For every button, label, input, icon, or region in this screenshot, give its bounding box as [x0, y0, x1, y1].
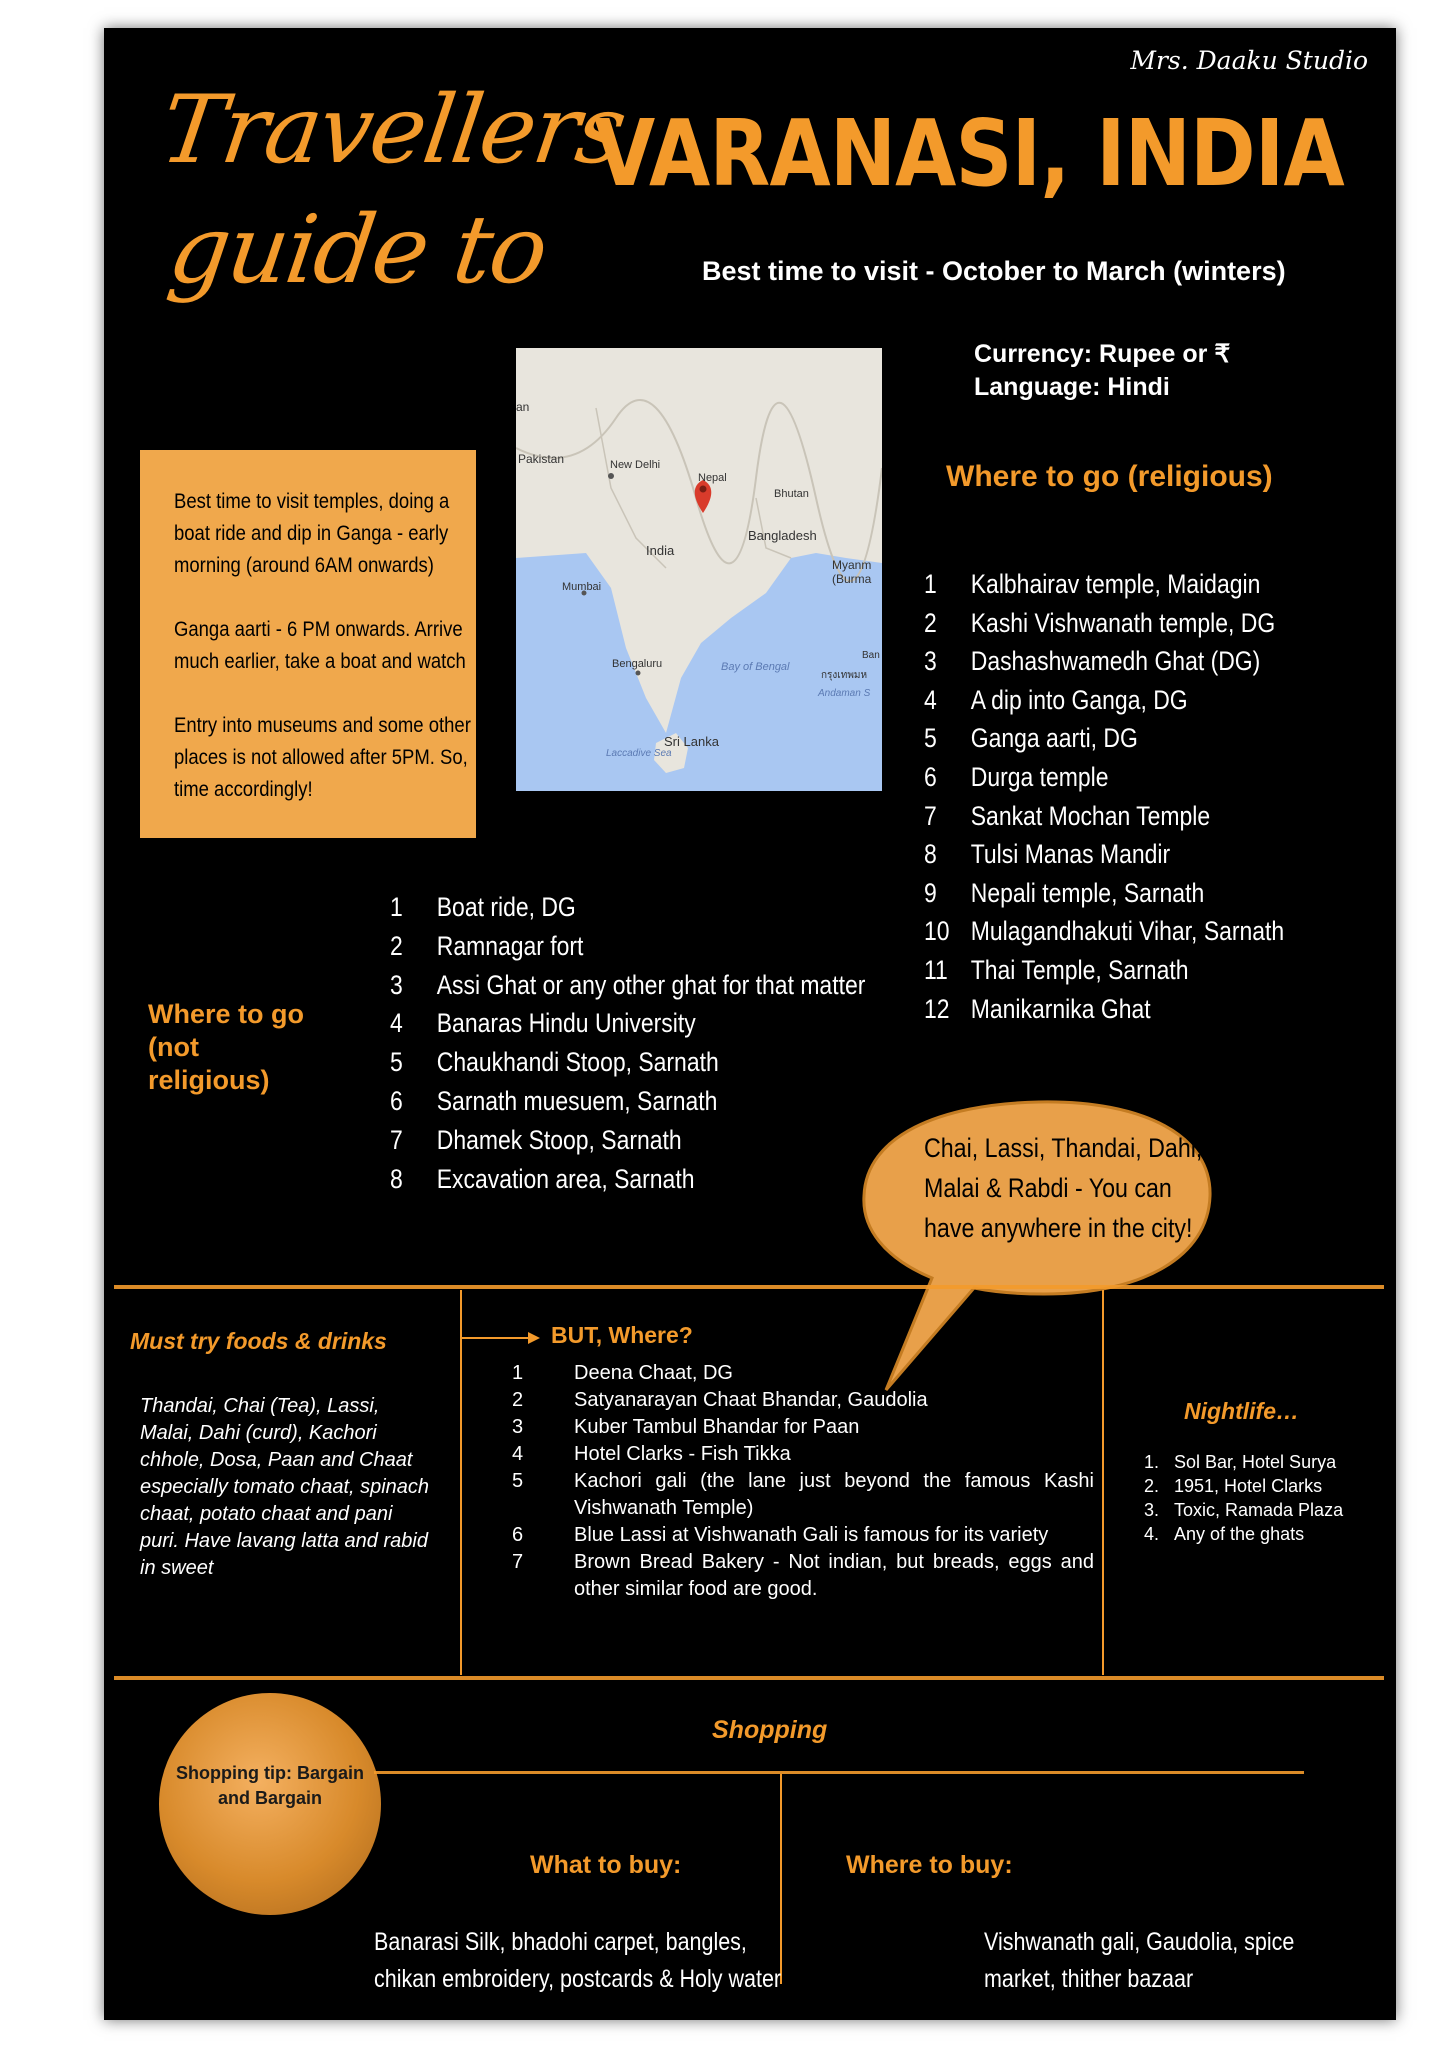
list-item: 4. Any of the ghats [1144, 1524, 1305, 1544]
list-item: 5 Kachori gali (the lane just beyond the famous Kashi Vishwanath Temple) [512, 1470, 1094, 1519]
bubble-text: Chai, Lassi, Thandai, Dahi, Malai & Rabdi - You can have anywhere in the city! [924, 1133, 1203, 1243]
list-item: 4 A dip into Ganga, DG [924, 684, 1188, 715]
list-item: 3. Toxic, Ramada Plaza [1144, 1500, 1344, 1520]
list-item: 5 Ganga aarti, DG [924, 723, 1138, 754]
list-item: 1 Deena Chaat, DG [512, 1362, 733, 1384]
map-label-ban: Ban [862, 650, 880, 661]
map-label-andaman: Andaman S [818, 688, 871, 699]
religious-list [924, 565, 1284, 1028]
map-label-myanmar: Myanm (Burma [832, 558, 872, 586]
non-religious-heading: Where to go (not religious) [148, 999, 304, 1095]
map-label-bengaluru: Bengaluru [612, 658, 663, 670]
what-to-buy-text: Banarasi Silk, bhadohi carpet, bangles, chikan embroidery, postcards & Holy water [374, 1928, 782, 1993]
language: Language: Hindi [974, 373, 1170, 401]
poster [104, 28, 1396, 2020]
map-label-new-delhi: New Delhi [610, 459, 661, 471]
title-main: VARANASI, INDIA [594, 100, 1344, 207]
where-food-list [502, 1360, 1094, 1603]
map-label-thai: กรุงเทพมห [821, 670, 868, 681]
foods-heading: Must try foods & drinks [130, 1328, 387, 1354]
list-item: 6 Blue Lassi at Vishwanath Gali is famous for its variety [512, 1524, 1049, 1546]
list-item: 6 Durga temple [924, 761, 1109, 792]
map-label-bangladesh: Bangladesh [748, 528, 817, 543]
divider-bottom [114, 1676, 1384, 1680]
list-item: 8 Tulsi Manas Mandir [924, 839, 1171, 870]
bengaluru-dot [636, 671, 641, 676]
tip-1: Best time to visit temples, doing a boat ride and dip in Ganga - early morning (around 6AM onwards) [174, 490, 450, 577]
list-item: 3 Dashashwamedh Ghat (DG) [924, 646, 1261, 677]
list-item: 2 Kashi Vishwanath temple, DG [924, 607, 1276, 638]
foods-text: Thandai, Chai (Tea), Lassi, Malai, Dahi (curd), Kachori chhole, Dosa, Paan and Chaat especially tomato chaat, spinach chaat, potato chaat and pani puri. Have lavang latta and rabid in sweet [140, 1395, 430, 1579]
list-item: 10 Mulagandhakuti Vihar, Sarnath [924, 916, 1285, 947]
list-item: 2 Ramnagar fort [390, 930, 584, 961]
list-item: 7 Brown Bread Bakery - Not indian, but breads, eggs and other similar food are good. [512, 1551, 1094, 1600]
divider-vertical-right [1102, 1290, 1104, 1675]
arrow-right-icon [462, 1328, 542, 1348]
list-item: 8 Excavation area, Sarnath [390, 1163, 695, 1194]
list-item: 1 Boat ride, DG [390, 892, 576, 922]
divider-top [114, 1285, 1384, 1289]
list-item: 4 Hotel Clarks - Fish Tikka [512, 1443, 791, 1465]
shopping-line [374, 1771, 1304, 1774]
list-item: 1 Kalbhairav temple, Maidagin [924, 569, 1261, 599]
tips-box [140, 450, 476, 838]
shopping-tip-circle [159, 1693, 381, 1915]
list-item: 7 Dhamek Stoop, Sarnath [390, 1124, 682, 1155]
list-item: 9 Nepali temple, Sarnath [924, 877, 1205, 908]
tip-2: Ganga aarti - 6 PM onwards. Arrive much earlier, take a boat and watch [174, 618, 466, 673]
map-label-bay-of-bengal: Bay of Bengal [721, 661, 790, 673]
list-item: 5 Chaukhandi Stoop, Sarnath [390, 1047, 719, 1078]
list-item: 6 Sarnath muesuem, Sarnath [390, 1085, 718, 1116]
map-label-bhutan: Bhutan [774, 488, 809, 500]
map-label-pakistan: Pakistan [518, 452, 565, 466]
list-item: 3 Assi Ghat or any other ghat for that matter [390, 969, 866, 1000]
religious-heading: Where to go (religious) [946, 460, 1273, 493]
title-script-line1: Travellers [154, 76, 632, 185]
map-graphic [516, 348, 882, 791]
new-delhi-dot [608, 473, 614, 479]
map-label-an: an [516, 400, 530, 414]
list-item: 12 Manikarnika Ghat [924, 993, 1151, 1024]
list-item: 1. Sol Bar, Hotel Surya [1144, 1452, 1337, 1472]
nightlife-heading: Nightlife… [1184, 1398, 1299, 1424]
map-label-mumbai: Mumbai [562, 581, 602, 593]
currency: Currency: Rupee or ₹ [974, 340, 1231, 368]
tip-3: Entry into museums and some other places is not allowed after 5PM. So, time accordingly! [174, 714, 471, 801]
best-time-to-visit: Best time to visit - October to March (winters) [702, 256, 1286, 286]
list-item: 11 Thai Temple, Sarnath [924, 954, 1189, 985]
list-item: 2 Satyanarayan Chaat Bhandar, Gaudolia [512, 1389, 928, 1411]
list-item: 3 Kuber Tambul Bhandar for Paan [512, 1416, 860, 1438]
where-to-buy-text: Vishwanath gali, Gaudolia, spice market, thither bazaar [984, 1928, 1295, 1993]
what-to-buy-heading: What to buy: [530, 1851, 682, 1879]
list-item: 4 Banaras Hindu University [390, 1008, 696, 1039]
map-label-nepal: Nepal [698, 472, 727, 484]
where-to-buy-heading: Where to buy: [846, 1851, 1013, 1879]
map-label-laccadive: Laccadive Sea [606, 748, 672, 759]
shopping-heading: Shopping [712, 1716, 828, 1744]
currency-language [974, 338, 1230, 404]
non-religious-list [390, 888, 865, 1198]
map-label-sri-lanka: Sri Lanka [664, 734, 719, 749]
india-map [516, 348, 882, 791]
list-item: 2. 1951, Hotel Clarks [1144, 1476, 1323, 1496]
title-script-line2: guide to [162, 196, 553, 305]
map-label-india: India [646, 543, 675, 558]
list-item: 7 Sankat Mochan Temple [924, 800, 1211, 831]
where-food-heading: BUT, Where? [551, 1322, 693, 1348]
studio-credit: Mrs. Daaku Studio [1130, 46, 1368, 75]
nightlife-list [1144, 1450, 1343, 1546]
shopping-tip: Shopping tip: Bargain and Bargain [176, 1763, 364, 1808]
